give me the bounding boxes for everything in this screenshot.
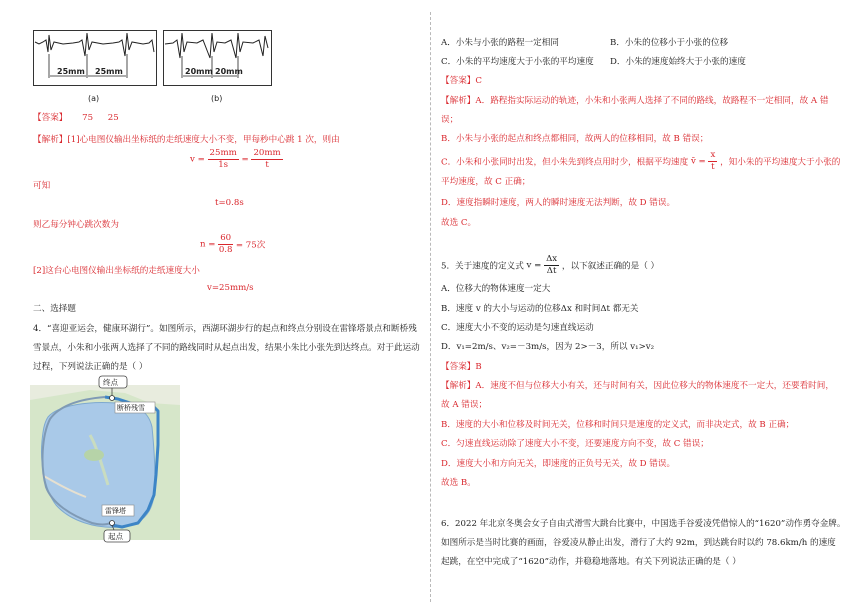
q5-velocity-lhs: v = bbox=[526, 260, 542, 271]
q4-analysis-end: 故选 C。 bbox=[441, 218, 477, 228]
equation-2: t=0.8s bbox=[215, 198, 244, 208]
avg-velocity-lhs: v̄ = bbox=[690, 156, 706, 167]
q4-answer-tag: 【答案】 bbox=[441, 76, 476, 86]
q5-stem-b: ，以下叙述正确的是（ ） bbox=[561, 261, 660, 272]
column-divider bbox=[430, 12, 431, 602]
eq3-rhs: = 75次 bbox=[235, 240, 266, 251]
equation-3 bbox=[200, 233, 265, 256]
eq1-num2: 20mm bbox=[253, 148, 281, 158]
q4-analysis-c1-tail: ，知小朱的平均速度大于小张的 bbox=[720, 157, 841, 168]
map-end-label: 终点 bbox=[103, 378, 118, 387]
q5-answer-value: B bbox=[475, 362, 482, 372]
q5-stem bbox=[441, 254, 659, 277]
q4-option-b: B．小朱的位移小于小张的位移 bbox=[610, 38, 729, 48]
q5-analysis-c1: C．匀速直线运动除了速度大小不变，还要速度方向不变，故 C 错误； bbox=[441, 439, 709, 449]
q5-analysis-end: 故选 B。 bbox=[441, 478, 476, 488]
eq1-lhs: v = bbox=[190, 154, 205, 165]
analysis-line3: 则乙每分钟心跳次数为 bbox=[33, 220, 119, 230]
analysis-tag: 【解析】 bbox=[33, 135, 68, 145]
q4-analysis-a2: 误； bbox=[441, 115, 459, 125]
ecg-figure-a bbox=[33, 30, 157, 108]
q4-stem-line1: 4．“喜迎亚运会，健康环湖行”。如图所示，西湖环湖步行的起点和终点分别设在雷锋塔景点和断桥残 bbox=[33, 324, 417, 334]
q4-option-c: C．小朱的平均速度大于小张的平均速度 bbox=[441, 57, 594, 67]
q4-analysis-c2: 平均速度，故 C 正确； bbox=[441, 177, 531, 187]
ecg-b-label-left: 20mm bbox=[185, 67, 213, 76]
eq3-den: 0.8 bbox=[218, 245, 233, 255]
analysis-line2: 可知 bbox=[33, 181, 51, 191]
q4-stem-line2: 雪景点，小朱和小张两人选择了不同的路线同时从起点出发，结果小朱比小张先到达终点。对于此运动 bbox=[33, 343, 420, 353]
q5-velocity-num: Δx bbox=[546, 254, 558, 264]
q4-analysis-c1-text: C．小朱和小张同时出发，但小朱先到终点用时少，根据平均速度 bbox=[441, 157, 689, 168]
q5-answer bbox=[441, 360, 482, 372]
q4-answer-value: C bbox=[475, 76, 482, 86]
eq1-equals: = bbox=[241, 154, 249, 165]
q5-analysis-d1: D．速度大小和方向无关，即速度的正负号无关，故 D 错误。 bbox=[441, 459, 676, 469]
ecg-a-caption: (a) bbox=[88, 94, 100, 103]
q4-analysis-c1 bbox=[441, 150, 840, 173]
answer-value-1: 75 bbox=[82, 113, 94, 123]
q5-option-b: B．速度 v 的大小与运动的位移Δx 和时间Δt 都无关 bbox=[441, 304, 639, 314]
avg-velocity-num: x bbox=[710, 150, 716, 160]
q5-answer-tag: 【答案】 bbox=[441, 362, 476, 372]
map-start-label: 起点 bbox=[108, 532, 123, 541]
section-heading: 二、选择题 bbox=[33, 304, 76, 314]
eq1-num1: 25mm bbox=[209, 148, 237, 158]
ecg-a-label-left: 25mm bbox=[57, 67, 85, 76]
q4-analysis-b1: B．小朱与小张的起点和终点都相同，故两人的位移相同，故 B 错误； bbox=[441, 134, 709, 144]
q6-stem-line2: 如图所示是当时比赛的画面，谷爱凌从静止出发，滑行了大约 92m，到达跳台时以约 78.6km/h 的速度 bbox=[441, 538, 836, 548]
q4-analysis-d1: D．速度指瞬时速度，两人的瞬时速度无法判断，故 D 错误。 bbox=[441, 198, 676, 208]
q5-analysis-a1 bbox=[441, 379, 834, 391]
avg-velocity-den: t bbox=[711, 162, 715, 172]
ecg-b-label-right: 20mm bbox=[215, 67, 243, 76]
q5-analysis-b1: B．速度的大小和位移及时间无关，位移和时间只是速度的定义式，而非决定式，故 B 正确； bbox=[441, 420, 795, 430]
answer-tag: 【答案】 bbox=[33, 113, 68, 123]
analysis-prev-line1 bbox=[33, 133, 340, 145]
q5-analysis-a1-text: A．速度不但与位移大小有关，还与时间有关，因此位移大的物体速度不一定大，还要看时间， bbox=[475, 381, 834, 391]
q4-stem-line3: 过程，下列说法正确的是（ ） bbox=[33, 362, 148, 372]
q5-option-c: C．速度大小不变的运动是匀速直线运动 bbox=[441, 323, 594, 333]
equation-4: v=25mm/s bbox=[207, 283, 254, 293]
q4-analysis-a1-text: A．路程指实际运动的轨迹，小朱和小张两人选择了不同的路线，故路程不一定相同，故 A 错 bbox=[475, 96, 829, 106]
eq1-den2: t bbox=[265, 160, 269, 170]
q5-stem-a: 5．关于速度的定义式 bbox=[441, 261, 524, 272]
q5-analysis-a2: 故 A 错误； bbox=[441, 400, 488, 410]
q5-option-d: D．v₁=2m/s、v₂=－3m/s，因为 2>－3，所以 v₁>v₂ bbox=[441, 342, 655, 352]
equation-1 bbox=[190, 148, 283, 171]
eq1-den1: 1s bbox=[218, 160, 229, 170]
analysis-line4: [2]这台心电图仪输出坐标纸的走纸速度大小 bbox=[33, 266, 200, 276]
west-lake-map bbox=[30, 375, 180, 545]
map-tower-label: 雷锋塔 bbox=[105, 507, 126, 515]
analysis-text: [1]心电图仪输出坐标纸的走纸速度大小不变，甲每秒中心跳 1 次，则由 bbox=[67, 135, 340, 145]
eq3-lhs: n = bbox=[200, 239, 216, 250]
ecg-a-label-right: 25mm bbox=[95, 67, 123, 76]
eq3-num: 60 bbox=[220, 233, 232, 243]
map-bridge-label: 断桥残雪 bbox=[117, 404, 145, 412]
q4-option-a: A．小朱与小张的路程一定相同 bbox=[441, 38, 559, 48]
q4-analysis-a1 bbox=[441, 94, 828, 106]
q4-answer bbox=[441, 74, 482, 86]
ecg-figure-b bbox=[163, 30, 281, 108]
q4-option-d: D．小朱的速度始终大于小张的速度 bbox=[610, 57, 746, 67]
q5-option-a: A．位移大的物体速度一定大 bbox=[441, 284, 551, 294]
q5-velocity-den: Δt bbox=[546, 266, 557, 276]
answer-prev bbox=[33, 111, 119, 123]
q6-stem-line1: 6．2022 年北京冬奥会女子自由式滑雪大跳台比赛中，中国选手谷爱凌凭借惊人的“1620”动作勇夺金牌。 bbox=[441, 519, 846, 529]
q6-stem-line3: 起跳，在空中完成了“1620”动作，并稳稳地落地。有关下列说法正确的是（ ） bbox=[441, 557, 741, 567]
ecg-b-caption: (b) bbox=[211, 94, 223, 103]
q4-analysis-tag: 【解析】 bbox=[441, 96, 476, 106]
answer-value-2: 25 bbox=[107, 113, 119, 123]
q5-analysis-tag: 【解析】 bbox=[441, 381, 476, 391]
